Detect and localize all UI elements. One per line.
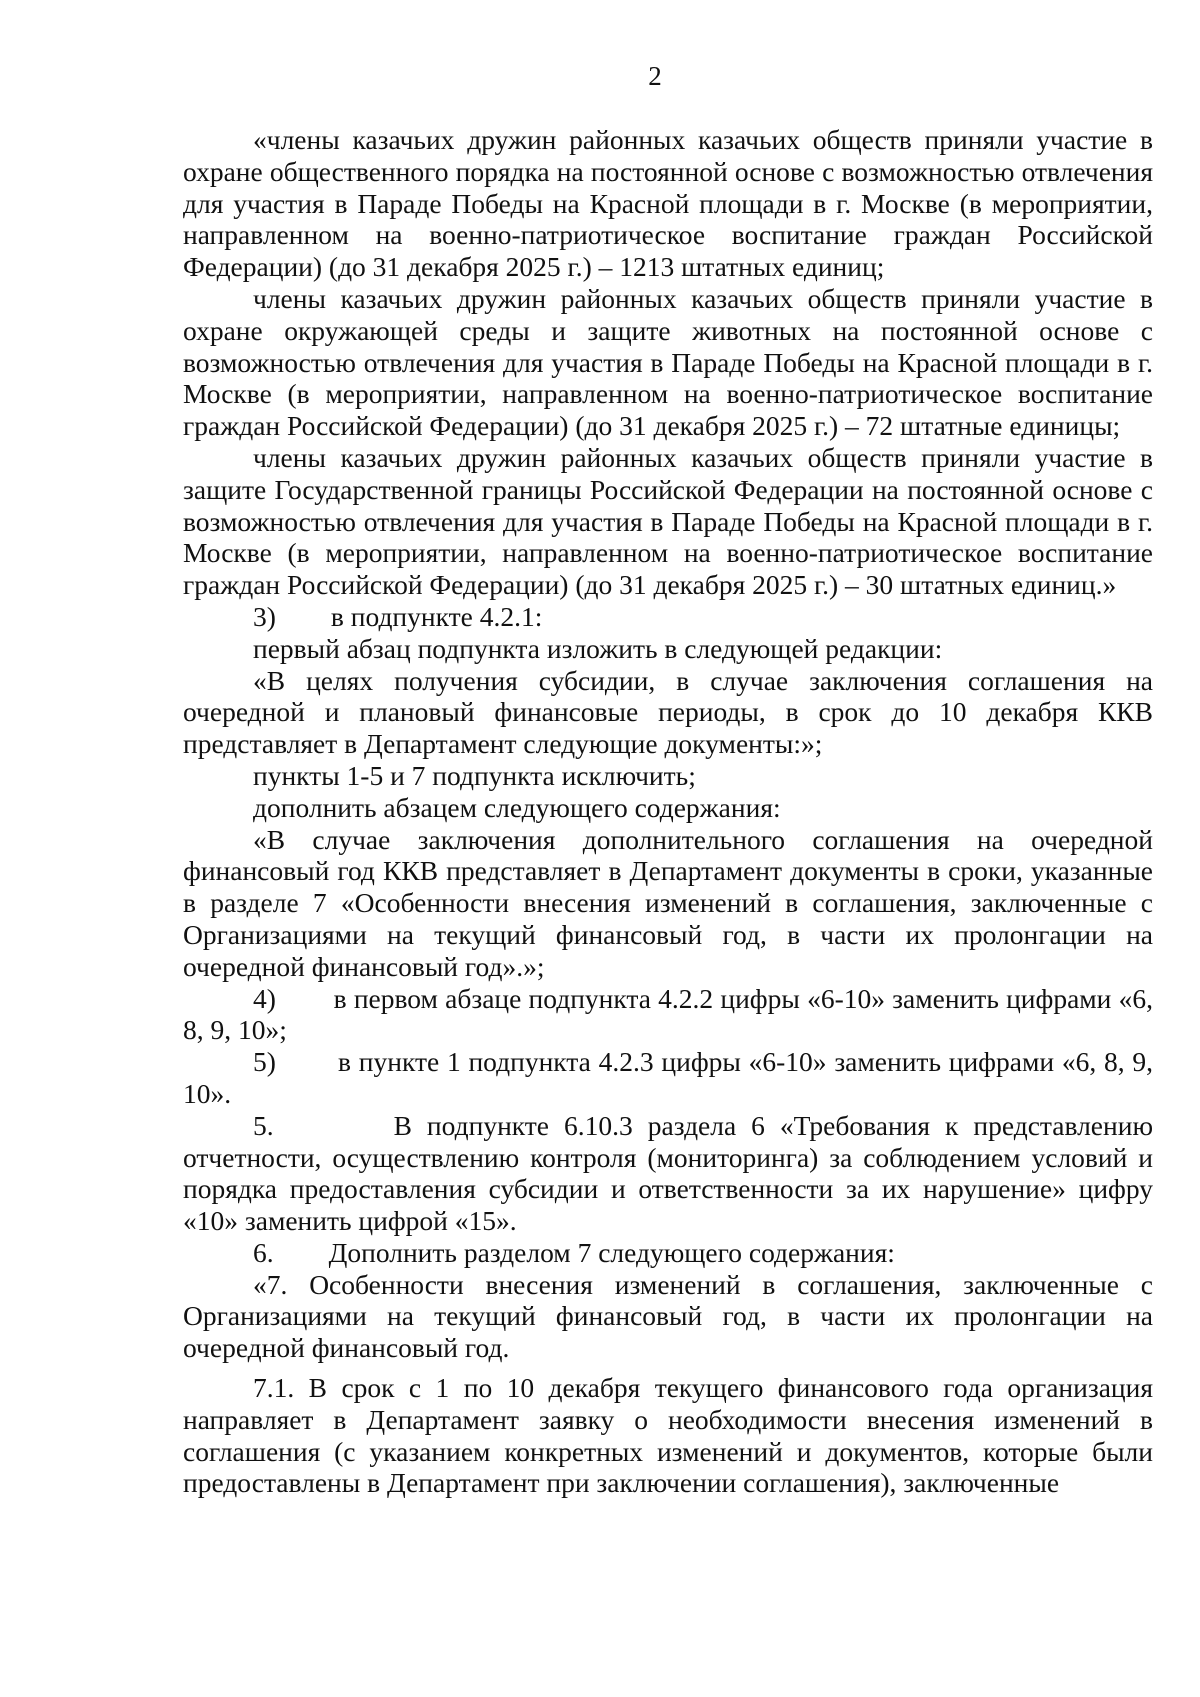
paragraph-7-1: 7.1. В срок с 1 по 10 декабря текущего финансового года организация направляет в Департамент заявку о необходимости внесения изменений в соглашения (с указанием конкретных изменений и документов, которые были предоставлены в Департамент при заключении соглашения), заключенные [183, 1372, 1153, 1499]
paragraph-add-abzac: дополнить абзацем следующего содержания: [253, 791, 781, 823]
paragraph-subsidy-documents: «В целях получения субсидии, в случае заключения соглашения на очередной и плановый финансовые периоды, в срок до 10 декабря ККВ представляет в Департамент следующие документы:»; [183, 664, 1153, 760]
paragraph-militia-border: члены казачьих дружин районных казачьих обществ приняли участие в защите Государственной границы Российской Федерации на постоянной основе с возможностью отвлечения для участия в Параде Победы на Красной площади в г. Москве (в мероприятии, направленном на военно-патриотическое воспитание граждан Российской Федерации) (до 31 декабря 2025 г.) – 30 штатных единиц.» [183, 441, 1153, 601]
paragraph-exclude-points: пункты 1-5 и 7 подпункта исключить; [253, 759, 696, 791]
page-number: 2 [648, 61, 662, 91]
item-6-add-section-7: 6. Дополнить разделом 7 следующего содержания: [253, 1236, 895, 1268]
paragraph-militia-environment: члены казачьих дружин районных казачьих обществ приняли участие в охране окружающей среды и защите животных на постоянной основе с возможностью отвлечения для участия в Параде Победы на Красной площади в г. Москве (в мероприятии, направленном на военно-патриотическое воспитание граждан Российской Федерации) (до 31 декабря 2025 г.) – 72 штатные единицы; [183, 282, 1153, 442]
item-4-subpoint-4-2-2: 4) в первом абзаце подпункта 4.2.2 цифры «6-10» заменить цифрами «6, 8, 9, 10»; [183, 982, 1160, 1046]
paragraph-first-abzac: первый абзац подпункта изложить в следующей редакции: [253, 632, 943, 664]
item-5-subpoint-4-2-3: 5) в пункте 1 подпункта 4.2.3 цифры «6-10» заменить цифрами «6, 8, 9, 10». [183, 1046, 1160, 1109]
document-body [183, 124, 1160, 1499]
paragraph-section-7-title: «7. Особенности внесения изменений в соглашения, заключенные с Организациями на текущий финансовый год, в части их пролонгации на очередной финансовый год. [183, 1268, 1153, 1364]
paragraph-militia-public-order: «члены казачьих дружин районных казачьих обществ приняли участие в охране общественного порядка на постоянной основе с возможностью отвлечения для участия в Параде Победы на Красной площади в г. Москве (в мероприятии, направленном на военно-патриотическое воспитание граждан Российской Федерации) (до 31 декабря 2025 г.) – 1213 штатных единиц; [183, 124, 1153, 283]
item-5-subpoint-6-10-3: 5. В подпункте 6.10.3 раздела 6 «Требования к представлению отчетности, осуществлению контроля (мониторинга) за соблюдением условий и порядка предоставления субсидии и ответственности за их нарушение» цифру «10» заменить цифрой «15». [183, 1109, 1160, 1237]
paragraph-additional-agreement: «В случае заключения дополнительного соглашения на очередной финансовый год ККВ представляет в Департамент документы в сроки, указанные в разделе 7 «Особенности внесения изменений в соглашения, заключенные с Организациями на текущий финансовый год, в части их пролонгации на очередной финансовый год».»; [183, 823, 1153, 982]
item-3-subpoint-4-2-1: 3) в подпункте 4.2.1: [253, 600, 543, 632]
